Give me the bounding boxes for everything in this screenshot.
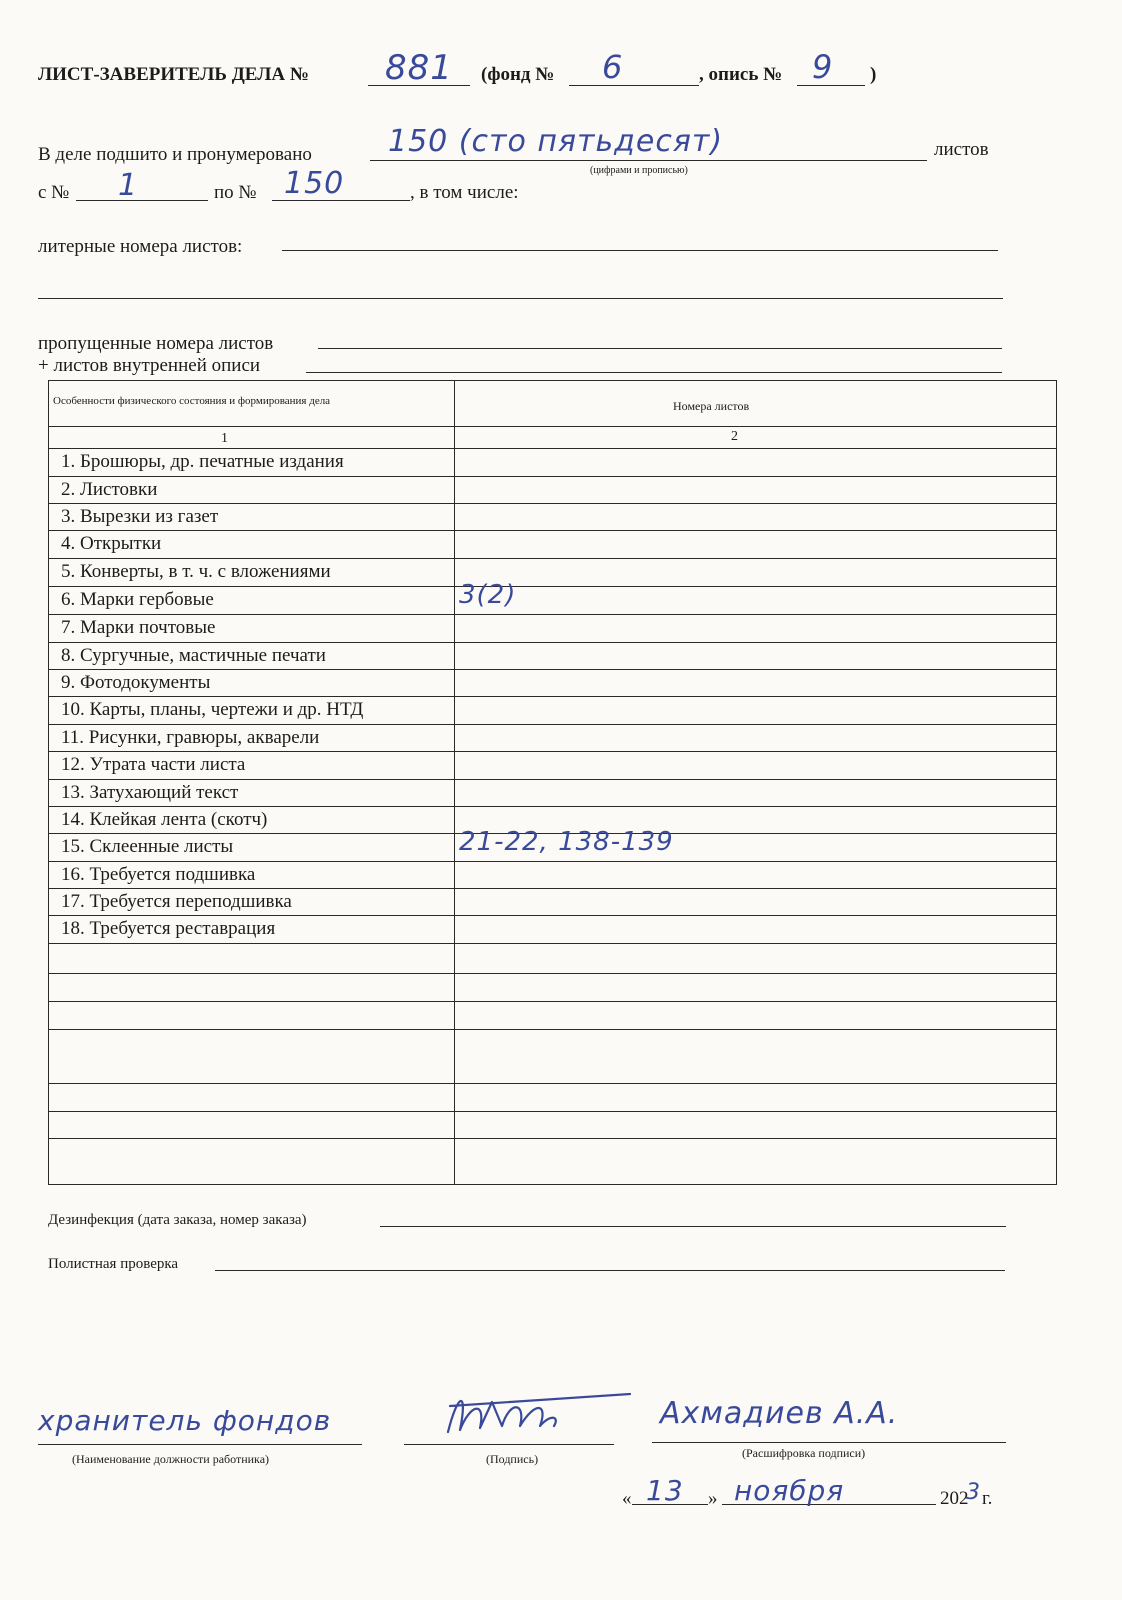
position-value: хранитель фондов [38,1404,332,1437]
name-hint: (Расшифровка подписи) [742,1446,866,1460]
signature-line [404,1430,614,1445]
table-row-label: 5. Конверты, в т. ч. с вложениями [61,561,331,582]
table-row-label: 11. Рисунки, гравюры, акварели [61,727,320,748]
inner-inventory-line [306,360,1002,373]
row-divider [49,503,1056,504]
name-value: Ахмадиев А.А. [660,1396,899,1431]
table-row-label: 10. Карты, планы, чертежи и др. НТД [61,699,364,720]
col1-number: 1 [221,431,228,446]
table-row-label: 14. Клейкая лента (скотч) [61,809,268,830]
column-divider [454,381,455,1184]
row-divider [49,696,1056,697]
table-row-label: 2. Листовки [61,479,158,500]
case-number-value: 881 [385,48,453,88]
table-row-label: 6. Марки гербовые [61,589,214,610]
from-label: с № [38,182,70,203]
document-title: ЛИСТ-ЗАВЕРИТЕЛЬ ДЕЛА № [38,64,309,85]
fond-label: (фонд № [481,64,555,85]
empty-row-divider [49,1111,1056,1112]
row-divider [49,861,1056,862]
letter-numbers-label: литерные номера листов: [38,236,243,257]
row-divider [49,530,1056,531]
check-line [215,1258,1005,1271]
table-row-label: 12. Утрата части листа [61,754,246,775]
opis-label: , опись № [699,64,783,85]
empty-row-divider [49,1083,1056,1084]
year-digit: 3 [966,1480,981,1505]
condition-table [48,380,1057,1185]
table-row-label: 17. Требуется переподшивка [61,891,292,912]
letter-numbers-line [282,238,998,251]
table-row-label: 8. Сургучные, мастичные печати [61,645,326,666]
missing-numbers-label: пропущенные номера листов [38,333,274,354]
row-divider [49,806,1056,807]
to-label: по № [214,182,257,203]
disinfection-label: Дезинфекция (дата заказа, номер заказа) [48,1212,307,1228]
month-value: ноября [734,1474,845,1507]
year-suffix: г. [982,1488,993,1509]
day-value: 13 [646,1474,684,1507]
position-hint: (Наименование должности работника) [72,1452,270,1466]
fond-value: 6 [602,48,624,86]
row-divider [49,943,1056,944]
table-row-value: 3(2) [459,580,517,610]
col2-header: Номера листов [673,399,750,413]
signature-hint: (Подпись) [486,1452,539,1466]
position-line [38,1430,362,1445]
table-row-label: 16. Требуется подшивка [61,864,256,885]
row-divider [49,476,1056,477]
table-row-label: 3. Вырезки из газет [61,506,219,527]
row-divider [49,558,1056,559]
empty-row-divider [49,1138,1056,1139]
sheets-suffix: листов [934,139,989,160]
table-row-label: 9. Фотодокументы [61,672,211,693]
row-divider [49,586,1056,587]
missing-numbers-line [318,336,1002,349]
table-row-label: 1. Брошюры, др. печатные издания [61,451,344,472]
table-row-label: 7. Марки почтовые [61,617,216,638]
table-row-label: 18. Требуется реставрация [61,918,276,939]
row-divider [49,614,1056,615]
close-paren: ) [870,64,877,85]
inner-inventory-label: + листов внутренней описи [38,355,261,376]
sheets-count-value: 150 (сто пятьдесят) [388,124,724,159]
sheets-hint: (цифрами и прописью) [590,165,688,176]
table-row-value: 21-22, 138-139 [459,827,674,857]
table-row-label: 4. Открытки [61,533,162,554]
fond-line [569,68,699,86]
from-value: 1 [118,168,139,203]
disinfection-line [380,1214,1006,1227]
date-open: « [622,1488,632,1509]
empty-row-divider [49,1001,1056,1002]
col1-header: Особенности физического состояния и формирования дела [53,395,331,407]
name-line [652,1428,1006,1443]
row-divider [49,779,1056,780]
opis-value: 9 [812,48,834,86]
including-label: , в том числе: [410,182,519,203]
sheets-prefix: В деле подшито и пронумеровано [38,144,312,165]
row-divider [49,915,1056,916]
empty-row-divider [49,973,1056,974]
row-divider [49,642,1056,643]
letter-numbers-line-2 [38,286,1003,299]
row-divider [49,724,1056,725]
col2-number: 2 [731,429,738,444]
to-value: 150 [284,166,345,201]
row-divider [49,751,1056,752]
date-close: » [708,1488,718,1509]
row-divider [49,888,1056,889]
check-label: Полистная проверка [48,1256,179,1272]
from-line [76,186,208,201]
empty-row-divider [49,1029,1056,1030]
year-prefix: 202 [940,1488,969,1509]
row-divider [49,669,1056,670]
table-row-label: 13. Затухающий текст [61,782,239,803]
table-row-label: 15. Склеенные листы [61,836,234,857]
